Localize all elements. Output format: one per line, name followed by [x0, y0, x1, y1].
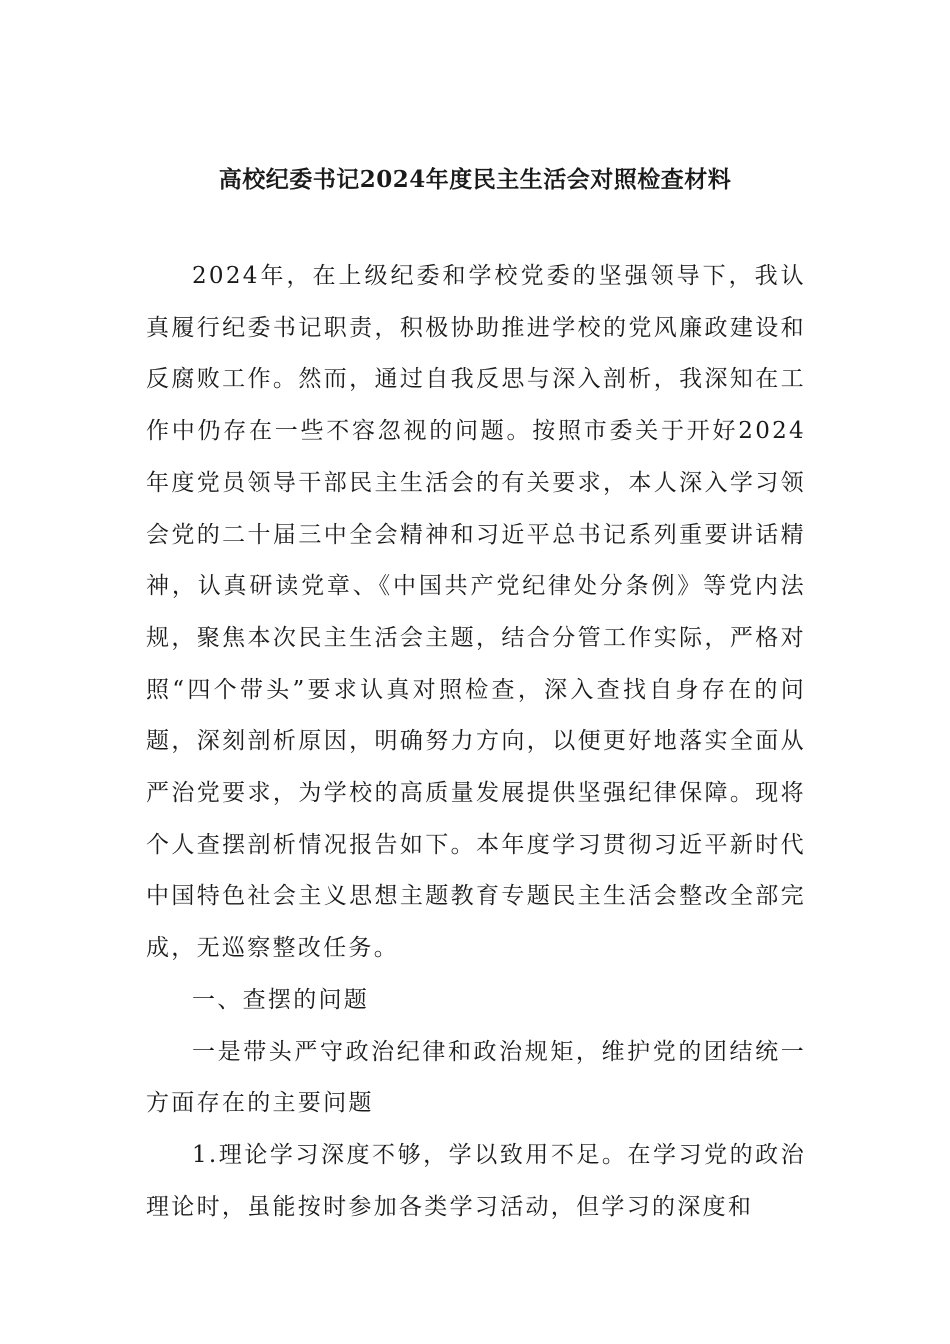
- section-heading: 一、查摆的问题: [192, 986, 370, 1013]
- intro-paragraph: 2024年，在上级纪委和学校党委的坚强领导下，我认真履行纪委书记职责，积极协助推进学校的党风廉政建设和反腐败工作。然而，通过自我反思与深入剖析，我深知在工作中仍存在一些不容忽视的问题。按照市委关于开好2024年度党员领导干部民主生活会的有关要求，本人深入学习领会党的二十届三中全会精神和习近平总书记系列重要讲话精神，认真研读党章、《中国共产党纪律处分条例》等党内法规，聚焦本次民主生活会主题，结合分管工作实际，严格对照“四个带头”要求认真对照检查，深入查找自身存在的问题，深刻剖析原因，明确努力方向，以便更好地落实全面从严治党要求，为学校的高质量发展提供坚强纪律保障。现将个人查摆剖析情况报告如下。本年度学习贯彻习近平新时代中国特色社会主义思想主题教育专题民主生活会整改全部完成，无巡察整改任务。: [146, 263, 806, 962]
- document-title: 高校纪委书记2024年度民主生活会对照检查材料: [218, 166, 732, 193]
- subsection-heading: 一是带头严守政治纪律和政治规矩，维护党的团结统一方面存在的主要问题: [146, 1038, 806, 1117]
- document-body: [146, 251, 806, 1233]
- body-paragraph: 1.理论学习深度不够，学以致用不足。在学习党的政治理论时，虽能按时参加各类学习活动，但学习的深度和: [146, 1141, 806, 1220]
